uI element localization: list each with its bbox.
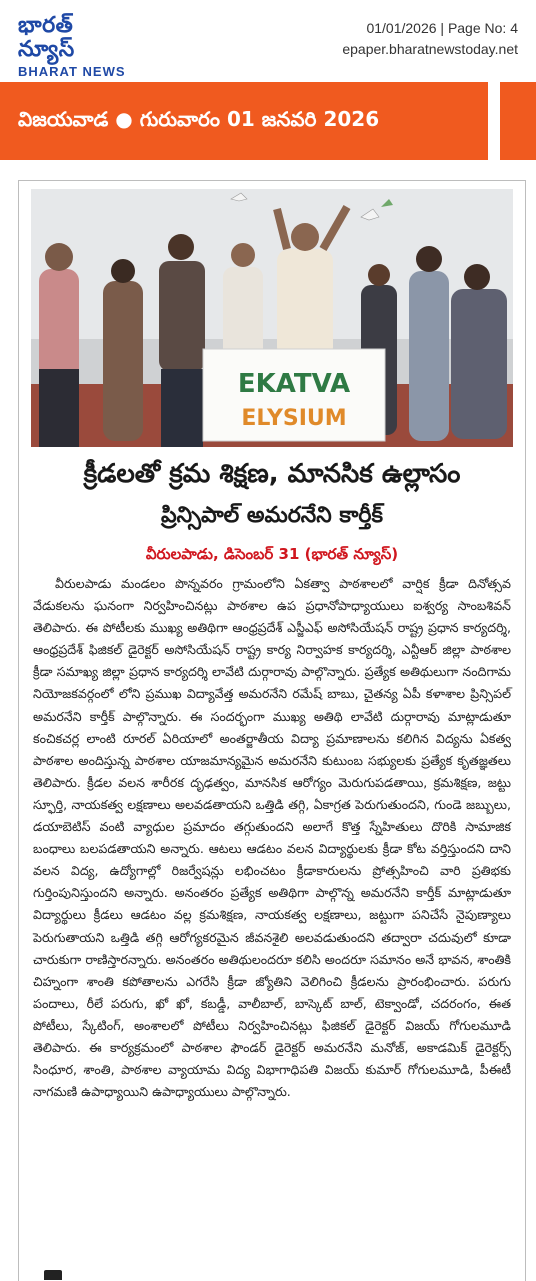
- sign-line-1: EKATVA: [237, 369, 351, 399]
- masthead: [0, 0, 536, 80]
- article-card: [18, 180, 526, 1281]
- edition-band: [0, 82, 536, 160]
- article-body: వీరులపాడు మండలం పొన్నవరం గ్రామంలోని ఏకత్వా పాఠశాలలో వార్షిక క్రీడా దినోత్సవ వేడుకలను ఘనంగా నిర్వహించినట్లు పాఠశాల ఉప ప్రధానోపాధ్యాయులు ఐశ్వర్య సాంబశివన్ తెలిపారు. ఈ పోటీలకు ముఖ్య అతిథిగా ఆంధ్రప్రదేశ్ ఎస్జీఎఫ్ అసోసియేషన్ రాష్ట్ర ప్రధాన కార్యదర్శి, ఆంధ్రప్రదేశ్ ఫిజికల్ డైరెక్టర్ అసోసియేషన్ రాష్ట్ర కార్య నిర్వాహక కార్యదర్శి, ఎన్టీఆర్ జిల్లా పాఠశాల క్రీడా సమాఖ్య జిల్లా ప్రధాన కార్యదర్శి లావేటి దుర్గారావు పాల్గొన్నారు. ప్రత్యేక అతిథులుగా నందిగామ నియోజకవర్గంలో లోని ప్రముఖ విద్యావేత్త అమరనేని రమేష్ బాబు, చైతన్య ఏపీ కళాశాల ప్రిన్సిపల్ అమరనేని కార్తీక్ పాల్గొన్నారు. ఈ సందర్భంగా ముఖ్య అతిథి లావేటి దుర్గారావు మాట్లాడుతూ కంచికచర్ల లాంటి రూరల్ ఏరియాలో అంతర్జాతీయ విద్యా ప్రమాణాలను కలిగిన విద్యను ఏకత్వ పాఠశాల అందిస్తున్న పాఠశాల యాజమాన్యమైన అమరనేని కుటుంబ సభ్యులకు ప్రత్యేక కృతజ్ఞతలు తెలిపారు. క్రీడల వలన శారీరక దృఢత్వం, మానసిక ఆరోగ్యం మెరుగుపడతాయి, క్రమశిక్షణ, జట్టు స్ఫూర్తి, నాయకత్వ లక్షణాలు అలవడతాయని ఒత్తిడి తగ్గి, ఏకాగ్రత పెరుగుతుందని, గుండె జబ్బులు, డయాబెటిస్ వంటి వ్యాధుల ప్రమాదం తగ్గుతుందని అలాగే కొత్త స్నేహితులు దొరికి సామాజిక బంధాలు బలపడతాయని అన్నారు. ఆటలు ఆడటం వలన విద్యార్థులకు క్రీడా కోట వర్తిస్తుందని దాని వలన విద్య, ఉద్యోగాల్లో రిజర్వేషన్లు లభించటం క్రీడాకారులను ప్రోత్సహించి వారి ప్రతిభకు గుర్తింపునిస్తుందని అన్నారు. అనంతరం ప్రత్యేక అతిథిగా పాల్గొన్న అమరనేని కార్తీక్ మాట్లాడుతూ విద్యార్థులు క్రీడలు ఆడటం వల్ల క్రమశిక్షణ, నాయకత్వ లక్షణాలు, జట్టుగా పనిచేసే నైపుణ్యాలు పెరుగుతాయని ఒత్తిడి తగ్గి ఆరోగ్యకరమైన జీవనశైలి అలవడుతుందని తద్వారా చదువులో కూడా చారుకుగా రాణిస్తారన్నారు. అనంతరం అతిథులందరూ కలిసి అందరూ సమానం అనే భావన, శాంతికి చిహ్నంగా శాంతి కపోతాలను ఎగరేసి క్రీడా జ్యోతిని వెలిగించి క్రీడలను ప్రారంభించారు. పరుగు పందాలు, రీలే పరుగు, ఖో ఖో, కబడ్డీ, వాలీబాల్, బాస్కెట్ బాల్, టెక్వాండో, చదరంగం, ఈత పోటీలు, స్కేటింగ్, అంశాలలో పోటీలు నిర్వహించినట్లు ఫిజికల్ డైరెక్టర్ విజయ్ గోగులమూడి తెలిపారు. ఈ కార్యక్రమంలో పాఠశాల ఫౌండర్ డైరెక్టర్ అమరనేని మనోజ్, అకాడమిక్ డైరెక్టర్స్ సింధూర, శాంతి, పాఠశాల వ్యాయామ విద్య విభాగాధిపతి విజయ్ కుమార్ గోగులమూడి, పీఈటీ నాగమణి ఉపాధ్యాయిని ఉపాధ్యాయులు పాల్గొన్నారు.: [33, 576, 511, 1100]
- band-stub: [500, 82, 536, 160]
- article-photo[interactable]: [31, 189, 513, 447]
- website-url[interactable]: epaper.bharatnewstoday.net: [342, 41, 518, 57]
- edition-band-bar: [0, 82, 488, 160]
- next-article-cutoff: [44, 1270, 62, 1280]
- band-divider: [488, 82, 500, 160]
- bharat-news-logo[interactable]: [18, 14, 138, 79]
- edition-band-text: విజయవాడ ● గురువారం 01 జనవరి 2026: [18, 106, 380, 131]
- date-page-number: 01/01/2026 | Page No: 4: [366, 20, 518, 36]
- logo-telugu: భారత్ న్యూస్: [18, 13, 75, 62]
- photo-illustration: [31, 189, 513, 447]
- article-headline: క్రీడలతో క్రమ శిక్షణ, మానసిక ఉల్లాసం: [83, 459, 461, 489]
- article-subheadline: ప్రిన్సిపాల్ అమరనేని కార్తీక్: [161, 503, 383, 528]
- edition-meta: [342, 18, 518, 60]
- logo-english: BHARAT NEWS: [18, 64, 126, 79]
- article-dateline: వీరులపాడు, డిసెంబర్ 31 (భారత్ న్యూస్): [145, 545, 399, 563]
- sign-line-2: ELYSIUM: [241, 406, 347, 431]
